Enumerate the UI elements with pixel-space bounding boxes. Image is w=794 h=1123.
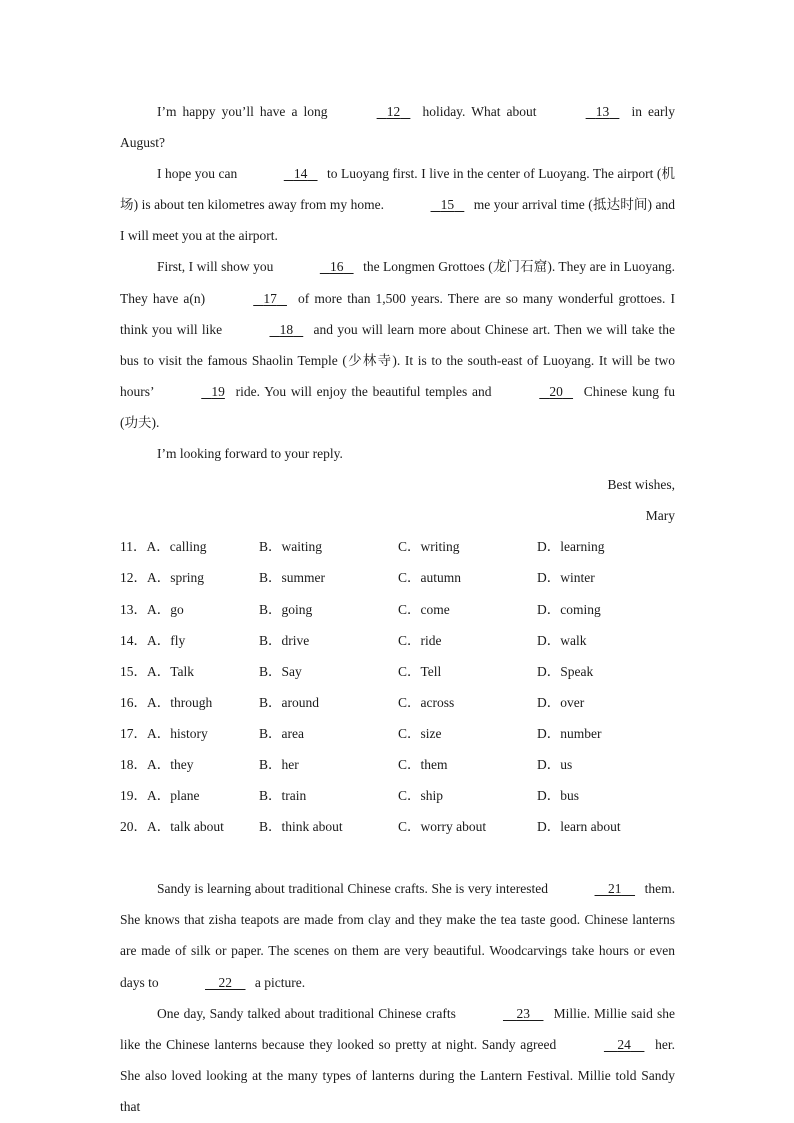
text: I’m happy you’ll have a long [157,104,334,119]
letter-signature: Mary [645,508,675,524]
option-d: D．over [537,694,585,710]
blank-15: 15 [440,197,455,213]
text: Millie. Millie said she like the Chinese lanterns because they looked so pretty at night. Sandy agreed [120,1005,675,1052]
passage1-paragraph-3 [120,251,675,438]
text: ride. You will enjoy the beautiful temples and [230,383,497,399]
option-c: C．writing [398,539,460,555]
question-number: 11． [120,539,147,555]
question-row [120,687,675,718]
option-c: C．come [398,601,450,617]
text: holiday. What about [416,104,543,119]
option-b: B．drive [259,632,310,648]
question-number: 12． [120,570,147,586]
passage1-paragraph-1 [120,96,675,158]
option-d: D．Speak [537,663,594,679]
question-number: 15． [120,663,147,679]
question-row [120,780,675,811]
option-b: B．around [259,694,319,710]
question-row [120,531,675,562]
option-a: A．go [147,601,184,617]
option-a: A．history [147,725,208,741]
passage1-paragraph-2 [120,158,675,251]
option-d: D．number [537,725,602,741]
blank-18: 18 [279,321,294,337]
passage2-paragraph-1 [120,873,675,997]
blank-22: 22 [218,974,232,990]
option-a: A．they [147,756,194,772]
text: them. She knows that zisha teapots are made from clay and they make the tea taste good. Chinese lanterns are made of silk or paper. The scenes on them are very beautiful. Woodcarvings take hours or even days to [120,881,675,990]
option-c: C．ride [398,632,442,648]
option-d: D．walk [537,632,587,648]
text: a picture. [251,974,306,990]
option-a: A．fly [147,632,186,648]
option-b: B．her [259,756,299,772]
text: of more than 1,500 years. There are so many wonderful grottoes. I think you will like [120,290,675,337]
blank-20: 20 [549,383,563,399]
question-row [120,749,675,780]
text: the Longmen Grottoes (龙门石窟). They are in Luoyang. They have a(n) [120,259,675,306]
question-number: 17． [120,725,147,741]
option-c: C．worry about [398,819,487,835]
question-row [120,718,675,749]
option-b: B．going [259,601,313,617]
text: One day, Sandy talked about traditional Chinese crafts [157,1005,460,1021]
passage1-paragraph-4: I’m looking forward to your reply. [157,446,343,462]
question-number: 19． [120,788,147,804]
question-row [120,594,675,625]
blank-14: 14 [293,166,308,182]
question-number: 16． [120,694,147,710]
question-number: 20． [120,819,147,835]
option-c: C．them [398,756,448,772]
blank-16: 16 [329,259,344,275]
option-a: A．talk about [147,819,224,835]
text: First, I will show you [157,259,277,275]
text: Chinese kung fu (功夫). [120,383,675,430]
option-b: B．waiting [259,539,322,555]
blank-21: 21 [608,881,622,897]
option-d: D．coming [537,601,601,617]
option-b: B．area [259,725,304,741]
question-row [120,625,675,656]
option-b: B．summer [259,570,325,586]
text: I hope you can [157,166,241,182]
blank-13: 13 [595,104,610,119]
text: in early August? [120,104,675,151]
passage2-paragraph-2 [120,998,675,1122]
document-page [120,96,675,1122]
option-a: A．Talk [147,663,195,679]
blank-12: 12 [386,104,401,119]
option-a: A．plane [147,788,200,804]
option-c: C．autumn [398,570,461,586]
question-number: 18． [120,756,147,772]
question-row [120,656,675,687]
question-row [120,562,675,593]
option-d: D．learn about [537,819,621,835]
option-d: D．winter [537,570,595,586]
letter-closing: Best wishes, [607,477,675,493]
text: Sandy is learning about traditional Chinese crafts. She is very interested [157,881,552,897]
question-number: 14． [120,632,147,648]
blank-17: 17 [263,290,277,306]
option-c: C．across [398,694,455,710]
option-a: A．spring [147,570,204,586]
text: to Luoyang first. I live in the center of Luoyang. The airport (机场) is about ten kilometres away from my home. [120,166,675,213]
question-number: 13． [120,601,147,617]
option-b: B．Say [259,663,302,679]
blank-23: 23 [516,1005,530,1021]
option-c: C．ship [398,788,444,804]
option-d: D．learning [537,539,605,555]
option-b: B．train [259,788,307,804]
text: and you will learn more about Chinese art. Then we will take the bus to visit the famous Shaolin Temple (少林寺). It is to the south-east of Luoyang. It will be two hours’ [120,321,676,399]
option-c: C．size [398,725,442,741]
blank-24: 24 [617,1036,631,1052]
section-spacer [120,842,675,873]
option-a: A．calling [146,539,207,555]
option-d: D．us [537,756,573,772]
question-options [120,531,675,842]
option-d: D．bus [537,788,580,804]
option-b: B．think about [259,819,343,835]
text: me your arrival time (抵达时间) and I will meet you at the airport. [120,197,675,244]
option-c: C．Tell [398,663,442,679]
blank-19: 19 [211,383,225,399]
text: her. She also loved looking at the many types of lanterns during the Lantern Festival. Millie told Sandy that [120,1036,675,1114]
option-a: A．through [147,694,213,710]
question-row [120,811,675,842]
